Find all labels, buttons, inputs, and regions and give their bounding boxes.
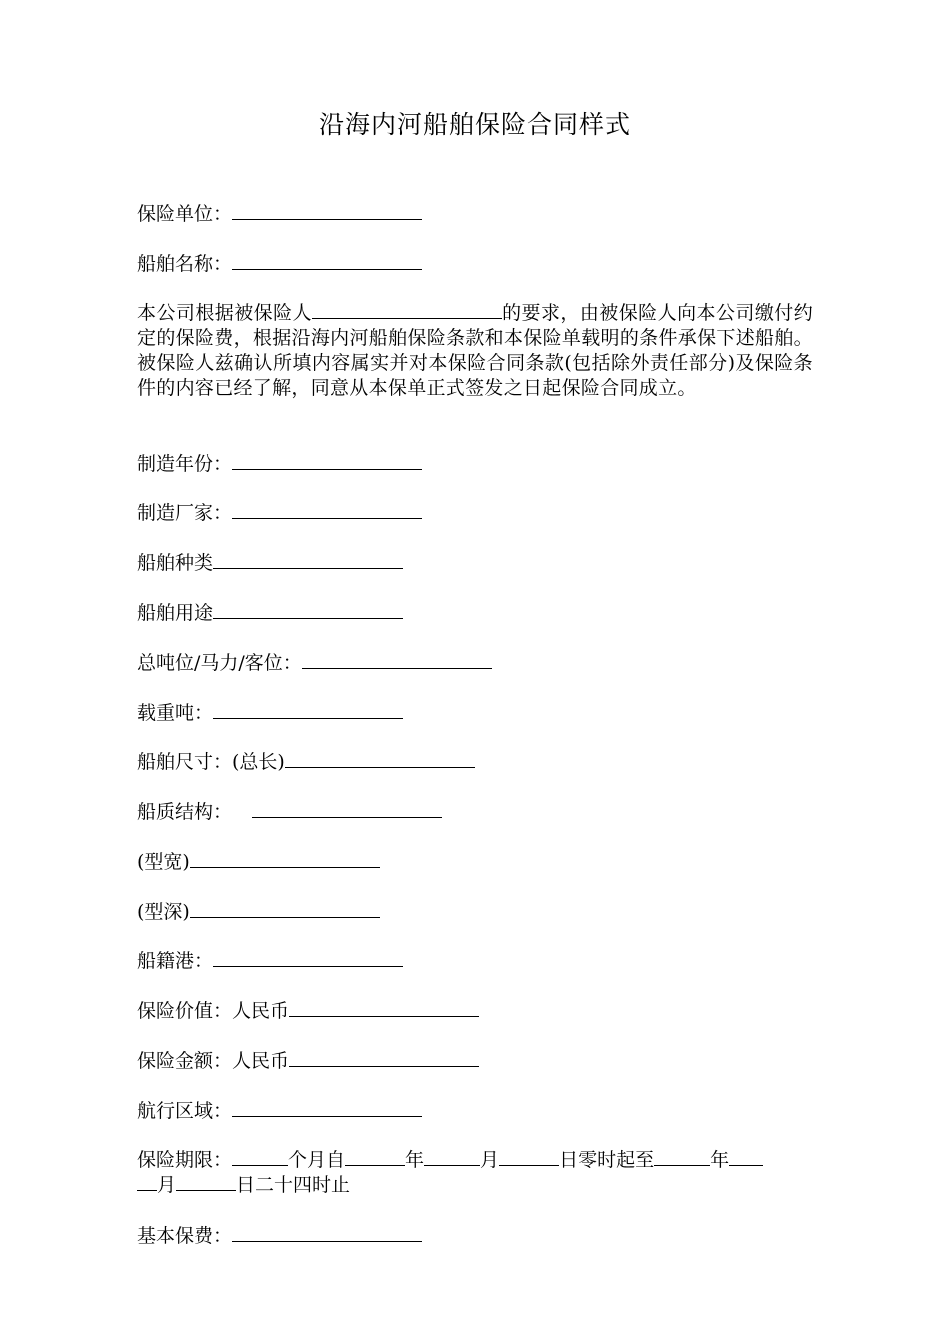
ship-use-label: 船舶用途 <box>137 602 214 624</box>
manufacturer-label: 制造厂家： <box>137 502 233 524</box>
ship-type-blank[interactable] <box>213 549 403 569</box>
months-text: 个月自 <box>288 1149 346 1171</box>
port-of-registry-row <box>137 947 403 973</box>
end-month-blank-part2[interactable] <box>137 1171 157 1191</box>
end-year-text: 年 <box>710 1149 730 1171</box>
end-year-blank[interactable] <box>654 1146 710 1166</box>
ship-name-blank[interactable] <box>232 250 422 270</box>
breadth-row <box>137 848 380 874</box>
ship-name-row <box>137 250 422 276</box>
deadweight-label: 载重吨： <box>137 702 214 724</box>
ship-type-row <box>137 549 403 575</box>
start-month-text: 月 <box>480 1149 500 1171</box>
navigation-area-row <box>137 1097 422 1123</box>
insured-amount-label: 保险金额：人民币 <box>137 1050 290 1072</box>
insured-unit-label: 保险单位： <box>137 203 233 225</box>
depth-blank[interactable] <box>190 898 380 918</box>
start-year-blank[interactable] <box>345 1146 405 1166</box>
hull-structure-row <box>137 798 442 824</box>
end-month-blank-part1[interactable] <box>729 1146 763 1166</box>
start-day-blank[interactable] <box>499 1146 559 1166</box>
insured-amount-row <box>137 1047 479 1073</box>
navigation-area-label: 航行区域： <box>137 1100 233 1122</box>
insured-value-row <box>137 997 479 1023</box>
hull-structure-label: 船质结构： <box>137 801 233 823</box>
deadweight-row <box>137 699 403 725</box>
hull-structure-blank[interactable] <box>252 798 442 818</box>
start-year-text: 年 <box>405 1149 425 1171</box>
declaration-paragraph <box>137 299 813 401</box>
ship-use-blank[interactable] <box>213 599 403 619</box>
ship-use-row <box>137 599 403 625</box>
end-day-blank[interactable] <box>176 1171 236 1191</box>
depth-label: (型深) <box>137 901 190 923</box>
port-of-registry-label: 船籍港： <box>137 950 214 972</box>
declaration-text-start: 本公司根据被保险人 <box>137 302 312 324</box>
deadweight-blank[interactable] <box>213 699 403 719</box>
dimensions-label: 船舶尺寸：(总长) <box>137 751 285 773</box>
period-row-1 <box>137 1146 763 1172</box>
declaration-text-rest: 的要求，由被保险人向本公司缴付约定的保险费，根据沿海内河船舶保险条款和本保险单载明的条件承保下述船舶。被保险人兹确认所填内容属实并对本保险合同条款(包括除外责任部分)及保险条件的内容已经了解，同意从本保单正式签发之日起保险合同成立。 <box>137 302 813 399</box>
tonnage-row <box>137 649 492 675</box>
document-title: 沿海内河船舶保险合同样式 <box>318 110 631 139</box>
start-day-text: 日零时起至 <box>559 1149 655 1171</box>
build-year-blank[interactable] <box>232 450 422 470</box>
period-row-2 <box>137 1171 350 1197</box>
insured-unit-row <box>137 200 422 226</box>
months-blank[interactable] <box>232 1146 288 1166</box>
period-label: 保险期限： <box>137 1149 233 1171</box>
basic-premium-blank[interactable] <box>232 1222 422 1242</box>
ship-type-label: 船舶种类 <box>137 552 214 574</box>
basic-premium-row <box>137 1222 422 1248</box>
navigation-area-blank[interactable] <box>232 1097 422 1117</box>
start-month-blank[interactable] <box>424 1146 480 1166</box>
insured-amount-blank[interactable] <box>289 1047 479 1067</box>
dimensions-row <box>137 748 475 774</box>
tonnage-label: 总吨位/马力/客位： <box>137 652 302 674</box>
build-year-label: 制造年份： <box>137 453 233 475</box>
breadth-blank[interactable] <box>190 848 380 868</box>
breadth-label: (型宽) <box>137 851 190 873</box>
insured-value-blank[interactable] <box>289 997 479 1017</box>
insured-unit-blank[interactable] <box>232 200 422 220</box>
length-blank[interactable] <box>285 748 475 768</box>
basic-premium-label: 基本保费： <box>137 1225 233 1247</box>
build-year-row <box>137 450 422 476</box>
end-month-text: 月 <box>157 1174 177 1196</box>
tonnage-blank[interactable] <box>302 649 492 669</box>
insured-value-label: 保险价值：人民币 <box>137 1000 290 1022</box>
depth-row <box>137 898 380 924</box>
manufacturer-blank[interactable] <box>232 499 422 519</box>
manufacturer-row <box>137 499 422 525</box>
ship-name-label: 船舶名称： <box>137 253 233 275</box>
end-day-text: 日二十四时止 <box>236 1174 351 1196</box>
port-of-registry-blank[interactable] <box>213 947 403 967</box>
insured-name-blank[interactable] <box>312 299 502 319</box>
